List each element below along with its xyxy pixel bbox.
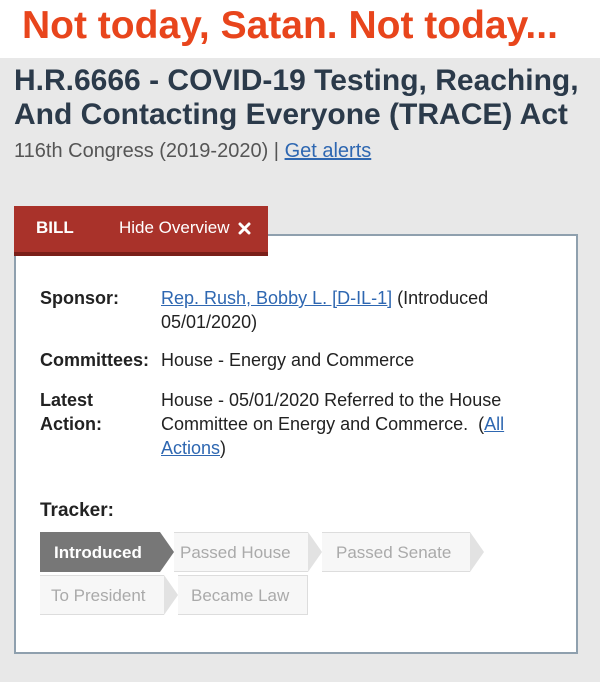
separator: | xyxy=(268,140,285,162)
tracker-step-became-law: Became Law xyxy=(178,575,308,615)
all-actions-link[interactable]: All Actions xyxy=(161,414,505,458)
tracker-step-passed-senate: Passed Senate xyxy=(322,532,470,572)
bill-subtitle xyxy=(14,140,371,163)
tracker-arrow xyxy=(164,575,178,615)
tracker-step-to-president: To President xyxy=(40,575,164,615)
overview-tab-bar xyxy=(14,206,268,256)
latest-action-value xyxy=(161,388,521,460)
tracker-arrow xyxy=(160,532,174,572)
latest-action-text: House - 05/01/2020 Referred to the House Committee on Energy and Commerce. xyxy=(161,390,502,434)
banner-caption: Not today, Satan. Not today... xyxy=(22,4,558,47)
tab-bill[interactable]: BILL xyxy=(36,218,74,237)
latest-action-label xyxy=(40,388,102,436)
tracker-step-introduced: Introduced xyxy=(40,532,160,572)
sponsor-introduced: (Introduced 05/01/2020) xyxy=(161,288,489,332)
hide-overview-label: Hide Overview xyxy=(119,218,230,237)
committees-label: Committees: xyxy=(40,350,150,370)
get-alerts-link[interactable]: Get alerts xyxy=(284,140,372,162)
bill-title: H.R.6666 - COVID-19 Testing, Reaching, And Contacting Everyone (TRACE) Act xyxy=(14,64,579,131)
all-actions-close: ) xyxy=(220,438,227,458)
congress-label: 116th Congress (2019-2020) xyxy=(14,140,269,162)
tracker-step-passed-house: Passed House xyxy=(174,532,308,572)
latest-action-label-line2: Action: xyxy=(40,414,102,434)
tracker-label: Tracker: xyxy=(40,500,114,521)
latest-action-label-line1: Latest xyxy=(40,390,94,410)
tracker-arrow xyxy=(308,532,322,572)
all-actions-open: ( xyxy=(468,414,485,434)
committees-value: House - Energy and Commerce xyxy=(161,350,415,370)
tracker-arrow xyxy=(470,532,484,572)
close-icon xyxy=(238,220,251,240)
sponsor-label: Sponsor: xyxy=(40,288,119,308)
hide-overview-button[interactable] xyxy=(119,218,251,240)
sponsor-link[interactable]: Rep. Rush, Bobby L. [D-IL-1] xyxy=(161,288,393,308)
meme-banner xyxy=(0,0,600,58)
sponsor-value xyxy=(161,286,561,334)
